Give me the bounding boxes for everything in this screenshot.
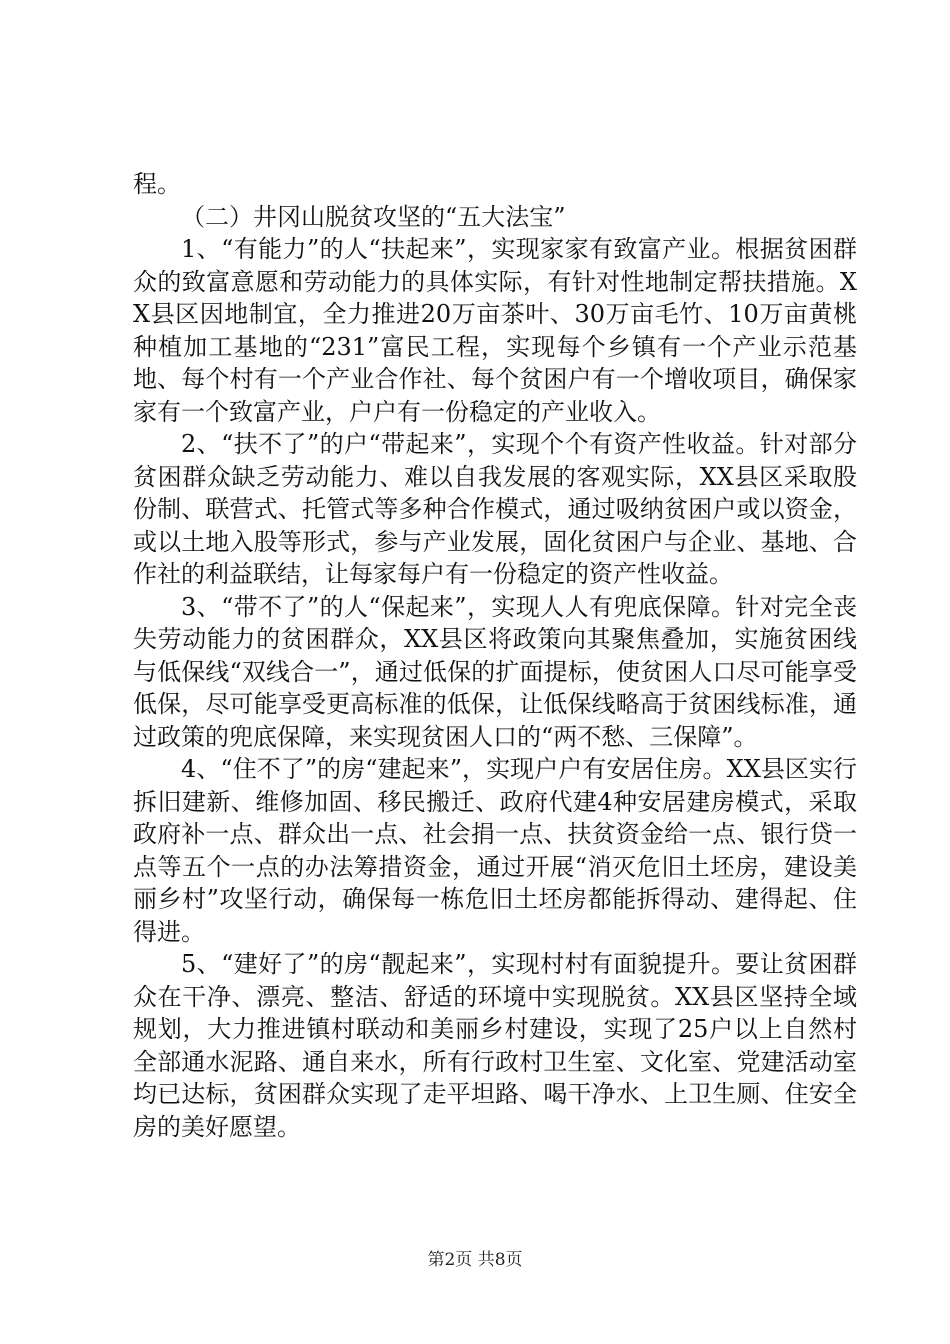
paragraph-continuation: 程。	[133, 170, 181, 198]
page-number-footer: 第2页 共8页	[427, 1250, 523, 1270]
document-body	[133, 168, 857, 1143]
section-heading: （二）井冈山脱贫攻坚的“五大法宝”	[181, 202, 566, 231]
paragraph-item-1: 1、“有能力”的人“扶起来”，实现家家有致富产业。根据贫困群众的致富意愿和劳动能力的具体实际，有针对性地制定帮扶措施。XX县区因地制宜，全力推进20万亩茶叶、30万亩毛竹、10万亩黄桃种植加工基地的“231”富民工程，实现每个乡镇有一个产业示范基地、每个村有一个产业合作社、每个贫困户有一个增收项目，确保家家有一个致富产业，户户有一份稳定的产业收入。	[133, 235, 857, 426]
paragraph-item-2: 2、“扶不了”的户“带起来”，实现个个有资产性收益。针对部分贫困群众缺乏劳动能力、难以自我发展的客观实际，XX县区采取股份制、联营式、托管式等多种合作模式，通过吸纳贫困户或以资金，或以土地入股等形式，参与产业发展，固化贫困户与企业、基地、合作社的利益联结，让每家每户有一份稳定的资产性收益。	[133, 430, 857, 588]
paragraph-item-4: 4、“住不了”的房“建起来”，实现户户有安居住房。XX县区实行拆旧建新、维修加固、移民搬迁、政府代建4种安居建房模式，采取政府补一点、群众出一点、社会捐一点、扶贫资金给一点、银行贷一点等五个一点的办法筹措资金，通过开展“消灭危旧土坯房，建设美丽乡村”攻坚行动，确保每一栋危旧土坯房都能拆得动、建得起、住得进。	[133, 755, 857, 946]
paragraph-item-3: 3、“带不了”的人“保起来”，实现人人有兜底保障。针对完全丧失劳动能力的贫困群众，XX县区将政策向其聚焦叠加，实施贫困线与低保线“双线合一”，通过低保的扩面提标，使贫困人口尽可能享受低保，尽可能享受更高标准的低保，让低保线略高于贫困线标准，通过政策的兜底保障，来实现贫困人口的“两不愁、三保障”。	[133, 592, 857, 751]
paragraph-item-5: 5、“建好了”的房“靓起来”，实现村村有面貌提升。要让贫困群众在干净、漂亮、整洁、舒适的环境中实现脱贫。XX县区坚持全域规划，大力推进镇村联动和美丽乡村建设，实现了25户以上自然村全部通水泥路、通自来水，所有行政村卫生室、文化室、党建活动室均已达标，贫困群众实现了走平坦路、喝干净水、上卫生厕、住安全房的美好愿望。	[133, 950, 857, 1141]
